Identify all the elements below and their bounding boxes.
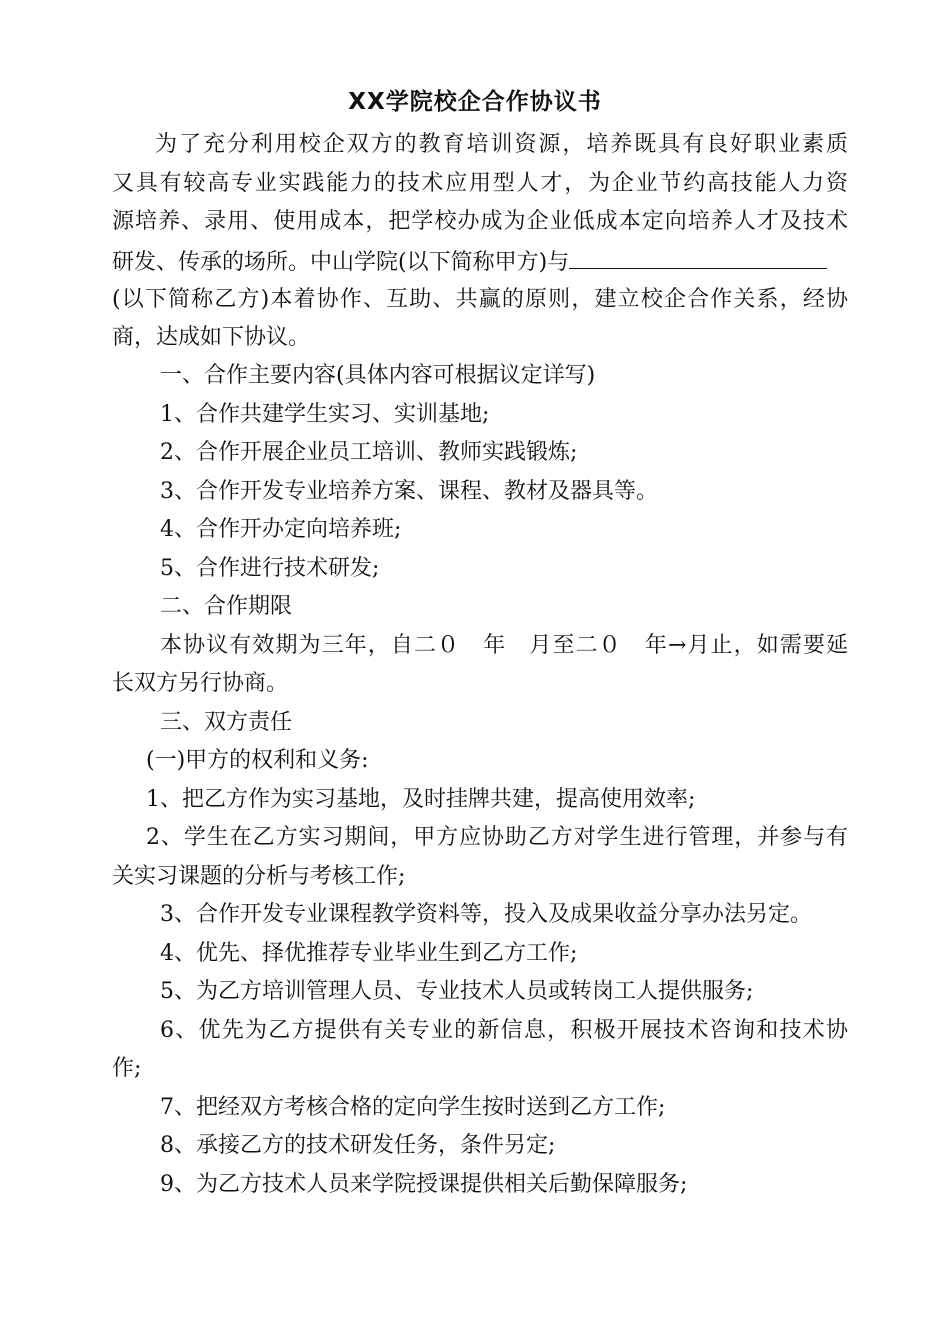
section-1-item: 4、合作开办定向培养班; (160, 517, 402, 542)
party-a-duty-8: 8、承接乙方的技术研发任务，条件另定; (160, 1133, 556, 1158)
section-1-item: 3、合作开发专业培养方案、课程、教材及器具等。 (160, 479, 658, 504)
section-1-item: 1、合作共建学生实习、实训基地; (160, 402, 490, 427)
section-1-item: 2、合作开展企业员工培训、教师实践锻炼; (160, 440, 578, 465)
document-title: XX学院校企合作协议书 (348, 89, 602, 115)
party-a-duty-4: 4、优先、择优推荐专业毕业生到乙方工作; (160, 941, 578, 966)
party-a-duty-6-line-1: 6、优先为乙方提供有关专业的新信息，积极开展技术咨询和技术协 (160, 1018, 848, 1043)
section-2-line-2: 长双方另行协商。 (112, 671, 289, 696)
party-b-name-blank (569, 242, 827, 269)
party-a-duty-5: 5、为乙方培训管理人员、专业技术人员或转岗工人提供服务; (160, 979, 754, 1004)
party-a-duty-3: 3、合作开发专业课程教学资料等，投入及成果收益分享办法另定。 (160, 902, 812, 927)
party-a-duty-7: 7、把经双方考核合格的定向学生按时送到乙方工作; (160, 1095, 666, 1120)
party-a-duty-2-line-1: 2、学生在乙方实习期间，甲方应协助乙方对学生进行管理，并参与有 (146, 825, 848, 850)
section-3-heading: 三、双方责任 (160, 710, 293, 735)
intro-line-2: 又具有较高专业实践能力的技术应用型人才，为企业节约高技能人力资 (112, 171, 848, 196)
intro-line-6: 商，达成如下协议。 (112, 325, 311, 350)
party-a-duty-2-line-2: 关实习课题的分析与考核工作; (112, 864, 406, 889)
intro-line-3: 源培养、录用、使用成本，把学校办成为企业低成本定向培养人才及技术 (112, 209, 848, 234)
section-2-heading: 二、合作期限 (160, 594, 293, 619)
intro-line-5: (以下简称乙方)本着协作、互助、共赢的原则，建立校企合作关系，经协 (112, 287, 848, 312)
party-a-duty-9: 9、为乙方技术人员来学院授课提供相关后勤保障服务; (160, 1172, 688, 1197)
section-2-line-1: 本协议有效期为三年，自二０ 年 月至二０ 年→月止，如需要延 (160, 633, 848, 658)
section-1-heading: 一、合作主要内容(具体内容可根据议定详写) (160, 363, 596, 388)
party-a-duty-1: 1、把乙方作为实习基地，及时挂牌共建，提高使用效率; (146, 787, 696, 812)
section-1-item: 5、合作进行技术研发; (160, 556, 380, 581)
party-a-duty-6-line-2: 作; (112, 1056, 142, 1081)
intro-line-1: 为了充分利用校企双方的教育培训资源，培养既具有良好职业素质 (155, 132, 848, 157)
section-3-sub-1-heading: (一)甲方的权利和义务: (146, 748, 369, 773)
intro-line-4-text: 研发、传承的场所。中山学院(以下简称甲方)与 (112, 250, 570, 275)
intro-line-4 (112, 242, 827, 282)
